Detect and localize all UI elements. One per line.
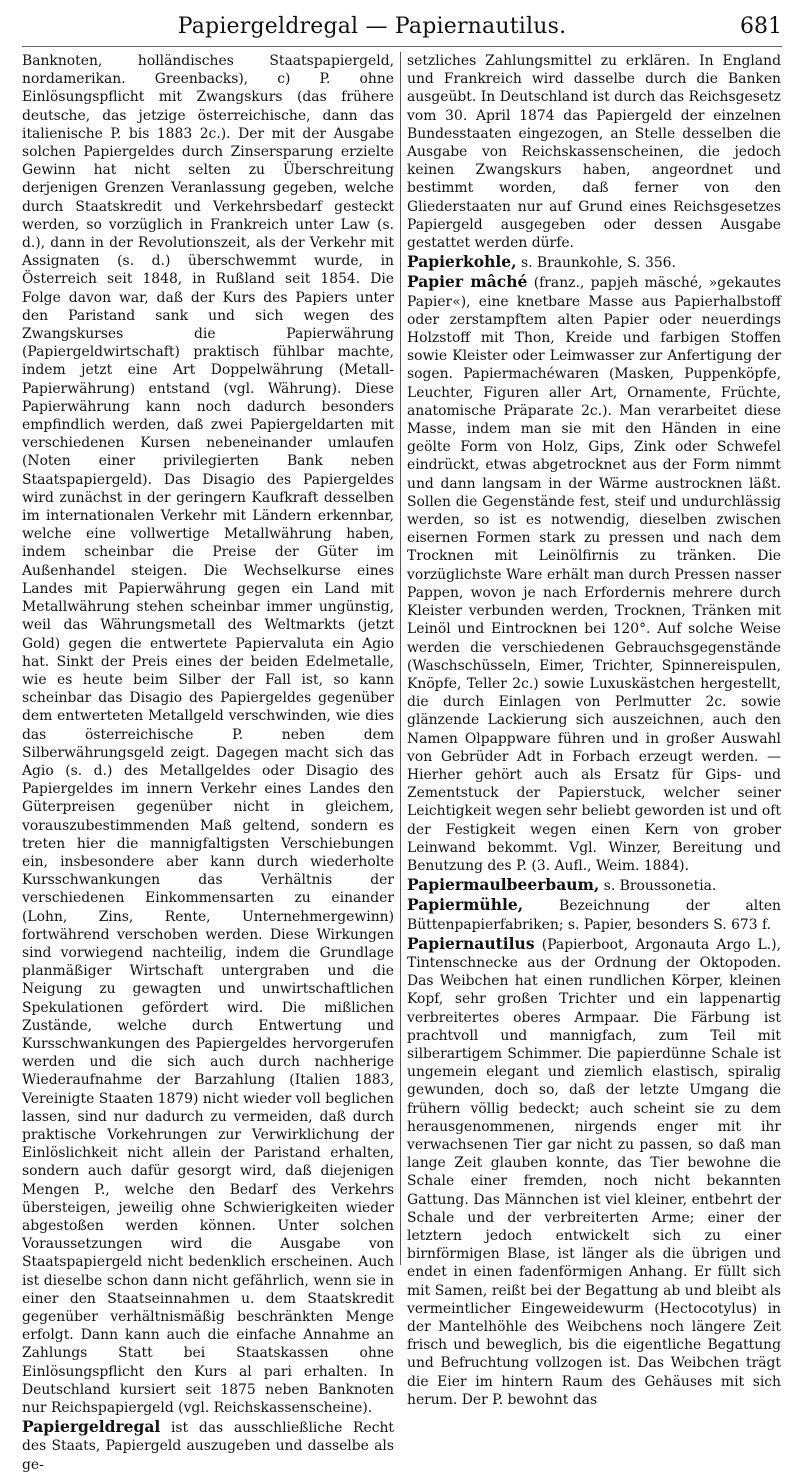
page-header <box>22 6 782 47</box>
entry-headword: Papiermühle, <box>407 895 524 915</box>
entry-text: ist das ausschließliche Recht des Staats, Papiergeld auszugeben und dasselbe als ge- <box>22 1420 394 1473</box>
entry-headword: Papierkohle, <box>407 252 517 272</box>
entry-text: s. Braunkohle, S. 356. <box>516 255 676 272</box>
entry-headword: Papier mâché <box>407 272 528 292</box>
page-number: 681 <box>740 14 782 39</box>
entry-text: Banknoten, holländisches Staatspapiergeld, nordamerikan. Greenbacks), c) P. ohne Einlösungspflicht mit Zwangskurs (das frühere deutsche, das jetzige österreichische, dann das italienische P. bis 1883 2c.). Der mit der Ausgabe solchen Papiergeldes durch Zinsersparung erzielte Gewinn hat nicht selten zu Überschreitung derjenigen Grenzen Veranlassung gegeben, welche durch Staatskredit und Verkehrsbedarf gesteckt werden, so vorzüglich in Frankreich unter Law (s. d.), dann in der Revolutionszeit, als der Verkehr mit Assignaten (s. d.) überschwemmt wurde, in Österreich seit 1848, in Rußland seit 1854. Die Folge davon war, daß der Kurs des Papiers unter den Paristand sank und sich wegen des Zwangskurses die Papierwährung (Papiergeldwirtschaft) praktisch fühlbar machte, indem jetzt eine Art Doppelwährung (Metall-Papierwährung) entstand (vgl. Währung). Diese Papierwährung kann noch dadurch besonders empfindlich werden, daß zwei Papiergeldarten mit verschiedenen Kursen nebeneinander umlaufen (Noten einer privilegierten Bank neben Staatspapiergeld). Das Disagio des Papiergeldes wird zunächst in der geringern Kaufkraft desselben im internationalen Verkehr mit Ländern erkennbar, welche eine vollwertige Metallwährung haben, indem scheinbar die Preise der Güter im Außenhandel steigen. Die Wechselkurse eines Landes mit Papierwährung gegen ein Land mit Metallwährung stehen scheinbar immer ungünstig, weil das Währungsmetall des Weltmarkts (jetzt Gold) gegen die entwertete Papiervaluta ein Agio hat. Sinkt der Preis eines der beiden Edelmetalle, wie es heute beim Silber der Fall ist, so kann scheinbar das Disagio des Papiergeldes gegenüber dem entwerteten Metallgeld verschwinden, wie dies das österreichische P. neben dem Silberwährungsgeld zeigt. Dagegen macht sich das Agio (s. d.) des Metallgeldes oder Disagio des Papiergeldes im innern Verkehr eines Landes den Güterpreisen gegenüber nicht in gleichem, vorauszubestimmenden Maß geltend, sondern es treten hier die mannigfaltigsten Verschiebungen ein, insbesondere aber kann durch wiederholte Kursschwankungen das Verhältnis der verschiedenen Einkommensarten zu einander (Lohn, Zins, Rente, Unternehmergewinn) fortwährend verschoben werden. Diese Wirkungen sind vorwiegend nachteilig, indem die Grundlage planmäßiger Wirtschaft untergraben und die Neigung zu gewagten und unwirtschaftlichen Spekulationen gefördert wird. Die mißlichen Zustände, welche durch Entwertung und Kursschwankungen des Papiergeldes hervorgerufen werden und die sich auch durch nachherige Wiederaufnahme der Barzahlung (Italien 1883, Vereinigte Staaten 1879) nicht wieder voll beglichen lassen, sind nur dadurch zu vermeiden, daß durch praktische Vorkehrungen zur Verwirklichung der Einlöslichkeit nicht allein der Paristand erhalten, sondern auch dafür gesorgt wird, daß diejenigen Mengen P., welche den Bedarf des Verkehrs übersteigen, jeweilig ohne Schwierigkeiten wieder abgestoßen werden können. Unter solchen Voraussetzungen wird die Ausgabe von Staatspapiergeld nicht bedenklich erscheinen. Auch ist dieselbe schon dann nicht gefährlich, wenn sie in einer den Staatseinnahmen u. dem Staatskredit gegenüber verhältnismäßig beschränkten Menge erfolgt. Dann kann auch die einfache Annahme an Zahlungs Statt bei Staatskassen ohne Einlösungspflicht den Kurs al pari erhalten. In Deutschland kursiert seit 1875 neben Banknoten nur Reichspapiergeld (vgl. Reichskassenscheine). <box>22 53 394 1417</box>
entry-text: Bezeichnung der alten Büttenpapierfabriken; s. Papier, besonders S. 673 f. <box>407 898 781 933</box>
entry-text: s. Broussonetia. <box>599 878 717 895</box>
entry-headword: Papiermaulbeerbaum, <box>407 875 600 895</box>
left-column <box>22 52 394 1473</box>
entry-headword: Papiergeldregal <box>22 1417 161 1437</box>
entry-paragraph <box>407 935 781 1409</box>
column-divider <box>400 52 401 1265</box>
entry-text: setzliches Zahlungsmittel zu erklären. In England und Frankreich wird dasselbe durch die Banken ausgeübt. In Deutschland ist durch das Reichsgesetz vom 30. April 1874 das Papiergeld der einzelnen Bundesstaaten eingezogen, an Stelle desselben die Ausgabe von Reichskassenscheinen, die jedoch keinen Zwangskurs haben, angeordnet und bestimmt worden, daß ferner von den Gliederstaaten nur auf Grund eines Reichsgesetzes Papiergeld ausgegeben oder dessen Ausgabe gestattet werden dürfe. <box>407 53 781 252</box>
running-head: Papiergeldregal — Papiernautilus. <box>177 14 567 39</box>
entry-paragraph <box>22 1418 394 1474</box>
entry-text: (Papierboot, Argonauta Argo L.), Tintenschnecke aus der Ordnung der Oktopoden. Das Weibchen hat einen rundlichen Körper, kleinen Kopf, sehr großen Trichter und ein lappenartig verbreitertes oberes Armpaar. Die Färbung ist prachtvoll und mannigfach, zum Teil mit silberartigem Schimmer. Die papierdünne Schale ist ungemein elegant und ziemlich elastisch, spiralig gewunden, doch so, daß der letzte Umgang die frühern völlig bedeckt; auch scheint sie zu dem herausgenommenen, nirgends enger mit ihr verwachsenen Tier gar nicht zu passen, so daß man lange Zeit glauben konnte, das Tier bewohne die Schale einer fremden, noch nicht bekannten Gattung. Das Männchen ist viel kleiner, entbehrt der Schale und der verbreiterten Arme; einer der letztern jedoch entwickelt sich zu einer birnförmigen Blase, ist länger als die übrigen und endet in einen fadenförmigen Anhang. Er füllt sich mit Samen, reißt bei der Begattung ab und bleibt als vermeintlicher Eingeweidewurm (Hectocotylus) in der Mantelhöhle des Weibchens noch längere Zeit frisch und beweglich, bis die eigentliche Begattung und Befruchtung vollzogen ist. Das Weibchen trägt die Eier im hintern Raum des Gehäuses mit sich herum. Der P. bewohnt das <box>407 936 781 1408</box>
entry-paragraph <box>407 253 781 272</box>
entry-headword: Papiernautilus <box>407 933 535 953</box>
entry-paragraph <box>407 876 781 895</box>
entry-paragraph <box>407 896 781 933</box>
right-column <box>407 52 781 1408</box>
entry-paragraph <box>22 52 394 1417</box>
entry-paragraph <box>407 52 781 252</box>
entry-paragraph <box>407 273 781 875</box>
entry-text: (franz., papjeh mäsché, »gekautes Papier«), eine knetbare Masse aus Papierhalbstoff oder zerstampftem alten Papier oder neuerdings Holzstoff mit Thon, Kreide und farbigen Stoffen sowie Kleister oder Leimwasser zur Anfertigung der sogen. Papiermachéwaren (Masken, Puppenköpfe, Leuchter, Figuren aller Art, Ornamente, Früchte, anatomische Präparate 2c.). Man verarbeitet diese Masse, indem man sie mit den Händen in eine geölte Form von Holz, Gips, Zink oder Schwefel eindrückt, etwas abgetrocknet aus der Form nimmt und dann langsam in der Wärme austrocknen läßt. Sollen die Gegenstände fest, steif und undurchlässig werden, so ist es notwendig, dieselben zwischen eisernen Formen stark zu pressen und nach dem Trocknen mit Leinölfirnis zu tränken. Die vorzüglichste Ware erhält man durch Pressen nasser Pappen, wovon je nach Erfordernis mehrere durch Kleister verbunden werden, Trocknen, Tränken mit Leinöl und Eintrocknen bei 120°. Auf solche Weise werden die verschiedenen Gebrauchsgegenstände (Waschschüsseln, Eimer, Trichter, Spinnereispulen, Knöpfe, Teller 2c.) sowie Luxuskästchen hergestellt, die durch Einlagen von Perlmutter 2c. sowie glänzende Lackierung sich auszeichnen, auch den Namen Olpappware führen und in großer Auswahl von Gebrüder Adt in Forbach erzeugt werden. — Hierher gehört auch als Ersatz für Gips- und Zementstuck der Papierstuck, welcher seiner Leichtigkeit wegen sehr beliebt geworden ist und oft der Festigkeit wegen einen Kern von grober Leinwand bekommt. Vgl. Winzer, Bereitung und Benutzung des P. (3. Aufl., Weim. 1884). <box>407 275 781 874</box>
